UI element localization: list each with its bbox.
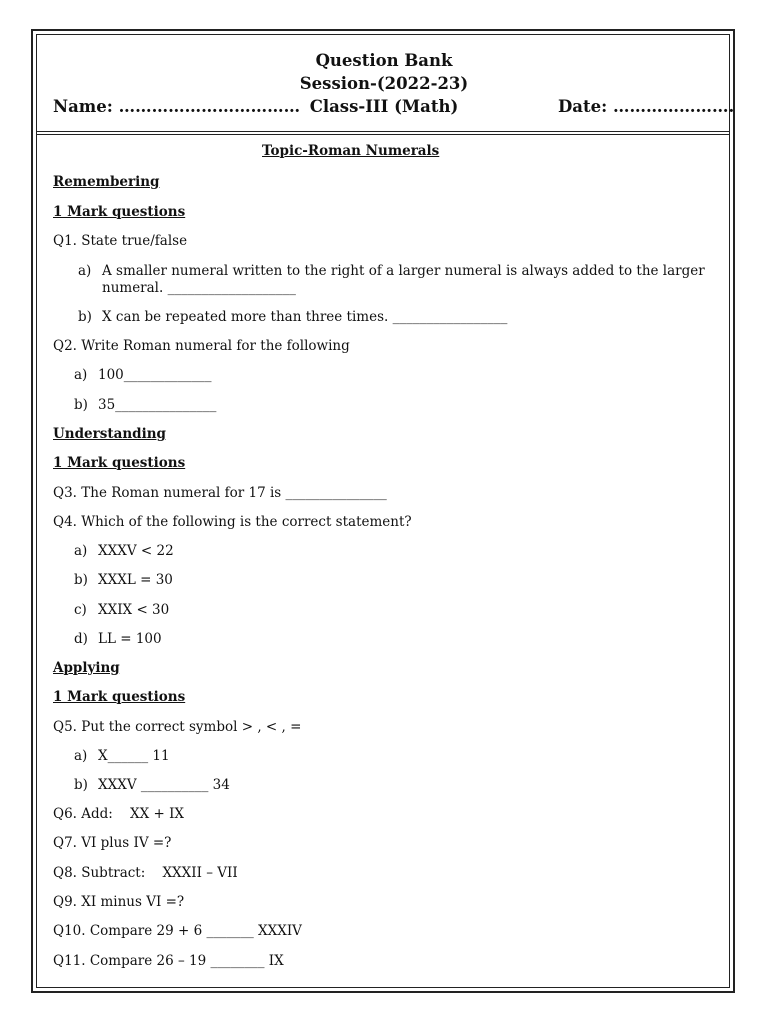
question-2-option-a [74,369,212,383]
option-text: 100_____________ [98,367,212,383]
question-5: Q5. Put the correct symbol > , < , = [53,719,302,735]
topic-heading: Topic-Roman Numerals [262,143,440,159]
question-2-option-b [74,399,216,413]
section-applying: Applying [53,660,120,676]
option-text: XXXV __________ 34 [98,777,230,793]
option-label: a) [74,543,88,559]
header-divider [36,131,730,132]
question-7: Q7. VI plus IV =? [53,835,172,851]
question-1-option-a [78,265,705,279]
question-4-option-c [74,604,169,618]
question-4-option-b [74,574,173,588]
name-field: Name: …………………………… [53,97,301,116]
question-11: Q11. Compare 26 – 19 ________ IX [53,953,284,969]
question-2: Q2. Write Roman numeral for the following [53,338,350,354]
option-text: X______ 11 [98,748,170,764]
date-field: Date: …………………. [558,97,735,116]
question-8: Q8. Subtract: XXXII – VII [53,865,238,881]
section-1-mark: 1 Mark questions [53,689,186,705]
option-text: LL = 100 [98,631,162,647]
option-label: d) [74,631,88,647]
option-label: c) [74,602,87,618]
option-text: 35_______________ [98,397,217,413]
option-label: a) [78,263,92,279]
question-1: Q1. State true/false [53,233,188,249]
option-label: b) [78,309,92,325]
section-1-mark: 1 Mark questions [53,455,186,471]
question-4-option-a [74,545,174,559]
question-4: Q4. Which of the following is the correct statement? [53,514,412,530]
option-label: b) [74,397,88,413]
question-9: Q9. XI minus VI =? [53,894,185,910]
option-label: b) [74,777,88,793]
class-label: Class-III (Math) [309,97,459,116]
section-1-mark: 1 Mark questions [53,204,186,220]
section-understanding: Understanding [53,426,166,442]
option-text: XXXV < 22 [98,543,174,559]
option-label: a) [74,748,88,764]
header-divider-double [36,134,730,135]
question-10: Q10. Compare 29 + 6 _______ XXXIV [53,923,302,939]
option-label: b) [74,572,88,588]
question-4-option-d [74,633,162,647]
question-5-option-a [74,750,170,764]
question-1-option-a-continued: numeral. ___________________ [102,280,296,296]
question-1-option-b [78,311,507,325]
option-text: XXXL = 30 [98,572,173,588]
question-5-option-b [74,779,230,793]
section-remembering: Remembering [53,174,160,190]
option-text: XXIX < 30 [98,602,170,618]
option-text: X can be repeated more than three times. _________________ [102,309,508,325]
page-title: Question Bank [315,51,453,70]
session-label: Session-(2022-23) [299,74,469,93]
option-label: a) [74,367,88,383]
question-6: Q6. Add: XX + IX [53,806,185,822]
question-3: Q3. The Roman numeral for 17 is _______________ [53,485,387,501]
option-text: A smaller numeral written to the right of a larger numeral is always added to the larger [102,263,705,279]
